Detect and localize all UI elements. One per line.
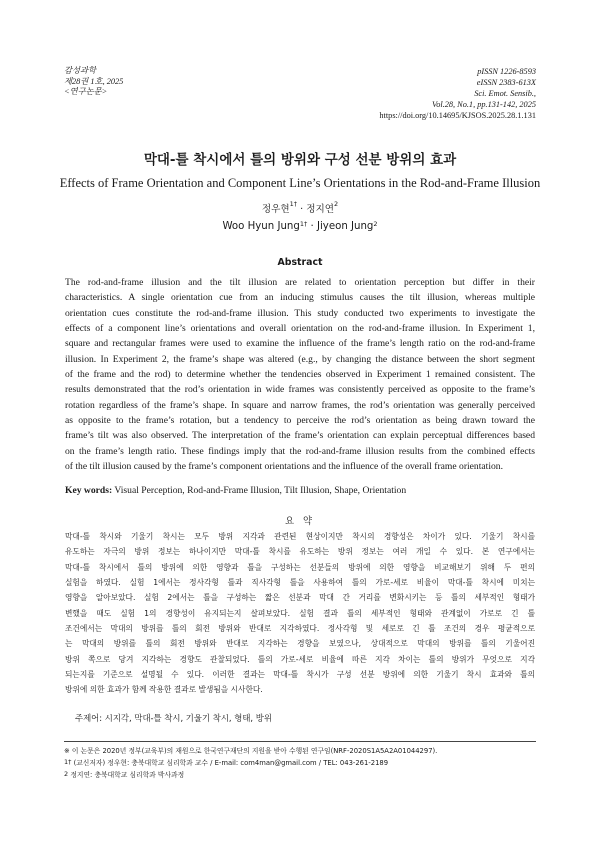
- article-type: <연구논문>: [64, 87, 108, 96]
- abstract-line: characteristics. A single orientation cue from an inducing stimulus causes the tilt illusion, whereas multiple: [65, 292, 535, 304]
- footnote-mark-2: 2: [64, 769, 69, 778]
- journal-abbrev: Sci. Emot. Sensib.,: [474, 89, 536, 98]
- corresponding-author-footnote: $^{1\dagger}$ (교신저자) 정우현: 충북대학교 심리학과 교수 / E-mail: com4man@gmail.com / TEL: 043-261-2189: [64, 757, 389, 767]
- abstract-line: on the frame’s length ratio. These findings imply that the rod-and-frame illusion results from the combined effects: [65, 445, 535, 457]
- summary-line: 막대-틀 착시와 기울기 착시는 모두 방위 지각과 관련된 현상이지만 착시의 경향성은 차이가 있다. 기울기 착시를: [65, 532, 535, 541]
- paper-title-korean: 막대-틀 착시에서 틀의 방위와 구성 선분 방위의 효과: [143, 152, 457, 168]
- doi-link[interactable]: https://doi.org/10.14695/KJSOS.2025.28.1.131: [379, 111, 536, 120]
- journal-header-left: [64, 66, 123, 98]
- keywords-text: Visual Perception, Rod-and-Frame Illusion, Tilt Illusion, Shape, Orientation: [114, 485, 407, 496]
- abstract-line: square and rectangular frames were used to examine the influence of the frame’s length ratio on the rod-and-frame: [65, 338, 535, 350]
- summary-line: 영향을 알아보았다. 실험 2에서는 틀을 구성하는 짧은 선분과 막대 간 거리를 변화시키는 등 틀의 세부적인 형태가: [65, 593, 535, 603]
- abstract-line: rotation regardless of the frame’s shape. In square and narrow frames, the rod’s orientation was generally perceived: [65, 399, 535, 411]
- abstract-heading: Abstract: [277, 257, 323, 268]
- footnotes: [64, 746, 544, 782]
- author-2-korean: 정지연: [306, 204, 335, 215]
- korean-keywords: 주제어: 시지각, 막대-틀 착시, 기울기 착시, 형태, 방위: [75, 713, 272, 723]
- abstract-line: The rod-and-frame illusion and the tilt illusion are related to orientation perception but differ in their: [65, 277, 535, 288]
- abstract-line: orientation cues constitute the rod-and-frame illusion. This study conducted two experiments to investigate the: [65, 307, 535, 319]
- summary-line: 방위에 의한 효과가 함께 작용한 결과로 발생됨을 시사한다.: [65, 685, 263, 695]
- keywords: [65, 485, 535, 496]
- abstract-line: illusion. In Experiment 2, the frame’s shape was altered (e.g., by changing the distance between the short segment: [65, 353, 535, 365]
- summary-line: 는 막대의 방위를 틀의 회전 방위와 반대로 지각하는 경향을 보였으나, 상대적으로 막대의 방위를 틀의 기울어진: [65, 639, 535, 649]
- keywords-label: Key words:: [65, 485, 113, 496]
- summary-line: 실험을 하였다. 실험 1에서는 정사각형 틀과 직사각형 틀을 사용하여 틀의 가로-세로 비율이 막대-틀 착시에 미치는: [65, 578, 535, 588]
- author-1-english: Woo Hyun Jung: [222, 221, 300, 232]
- abstract-body: [65, 275, 535, 474]
- abstract-line: as opposite to the frame’s rotation, but a tendency to perceive the rod’s orientation as being drawn toward the: [65, 415, 535, 427]
- author-2-mark: 2: [334, 200, 339, 208]
- author-1-mark: 1†: [289, 200, 298, 208]
- journal-header-right: [379, 66, 536, 121]
- summary-line: 조건에서는 막대의 방위를 틀의 회전 방위와 반대로 지각하였다. 정사각형 및 세로로 긴 틀 조건의 경우 평균적으로: [65, 624, 535, 634]
- journal-name: 감성과학: [64, 66, 97, 75]
- summary-heading: 요 약: [284, 516, 316, 527]
- pissn: pISSN 1226-8593: [477, 67, 536, 76]
- summary-line: 막대-틀 착시에서 틀의 방위에 의한 영향과 틀을 구성하는 선분들의 방위에 의한 영향을 비교해보기 위해 두 편의: [65, 562, 535, 572]
- author-2-english: Jiyeon Jung: [316, 221, 374, 232]
- summary-line: 변했을 때도 실험 1의 경향성이 유지되는지 살펴보았다. 실험 결과 틀의 세부적인 형태와 관계없이 가로로 긴 틀: [65, 608, 535, 618]
- abstract-line: effects of a component line’s orientations and overall orientation on the rod-and-frame illusion. In Experiment 1,: [65, 323, 535, 335]
- summary-line: 되는지를 기준으로 설명될 수 있다. 이러한 결과는 막대-틀 착시가 구성 선분 방위에 의한 기울기 착시 효과와 틀의: [65, 670, 535, 680]
- abstract-line: of the frame and the rod) to determine whether the tendencies observed in Experiment 1 remained consistent. The: [65, 369, 535, 381]
- author-separator: ·: [307, 221, 317, 232]
- second-author-footnote: $^2$ 정지연: 충북대학교 심리학과 박사과정: [64, 769, 185, 779]
- funding-footnote: ※ 이 논문은 2020년 정부(교육부)의 재원으로 한국연구재단의 지원을 받아 수행된 연구임(NRF-2020S1A5A2A01044297).: [64, 747, 438, 755]
- footnote-divider: [64, 741, 536, 742]
- author-1-mark: 1†: [299, 220, 308, 228]
- eissn: eISSN 2383-613X: [476, 78, 536, 87]
- paper-title-english: Effects of Frame Orientation and Component Line’s Orientations in the Rod-and-Frame Illusion: [59, 176, 541, 190]
- summary-line: 유도하는 자극의 방위 정보는 하나이지만 막대-틀 착시를 유도하는 방위 정보는 여러 개일 수 있다. 본 연구에서는: [65, 547, 535, 557]
- abstract-line: of the tilt illusion caused by the frame’s component orientations and the influence of the overall frame orientation.: [65, 461, 503, 473]
- abstract-line: results demonstrated that the rod’s orientation in wide frames was consistently perceived as opposite to the frame’s: [65, 384, 535, 396]
- journal-volume: 제28권 1호, 2025: [64, 76, 124, 86]
- author-2-mark: 2: [373, 220, 378, 228]
- authors-english: [0, 221, 600, 232]
- author-separator: ·: [297, 204, 307, 215]
- abstract-line: frame’s tilt was also observed. The interpretation of the frame’s orientation can explain perceptual differences based: [65, 430, 535, 442]
- footnote-mark-1: 1†: [64, 757, 72, 766]
- authors-korean: [0, 201, 600, 215]
- volume-pages: Vol.28, No.1, pp.131-142, 2025: [432, 100, 536, 109]
- author-1-korean: 정우현: [261, 204, 290, 215]
- summary-line: 방위 쪽으로 당겨 지각하는 경향도 관찰되었다. 틀의 가로-세로 비율에 따른 지각 차이는 틀의 방위가 무엇으로 지각: [65, 654, 535, 664]
- summary-body: [65, 529, 535, 698]
